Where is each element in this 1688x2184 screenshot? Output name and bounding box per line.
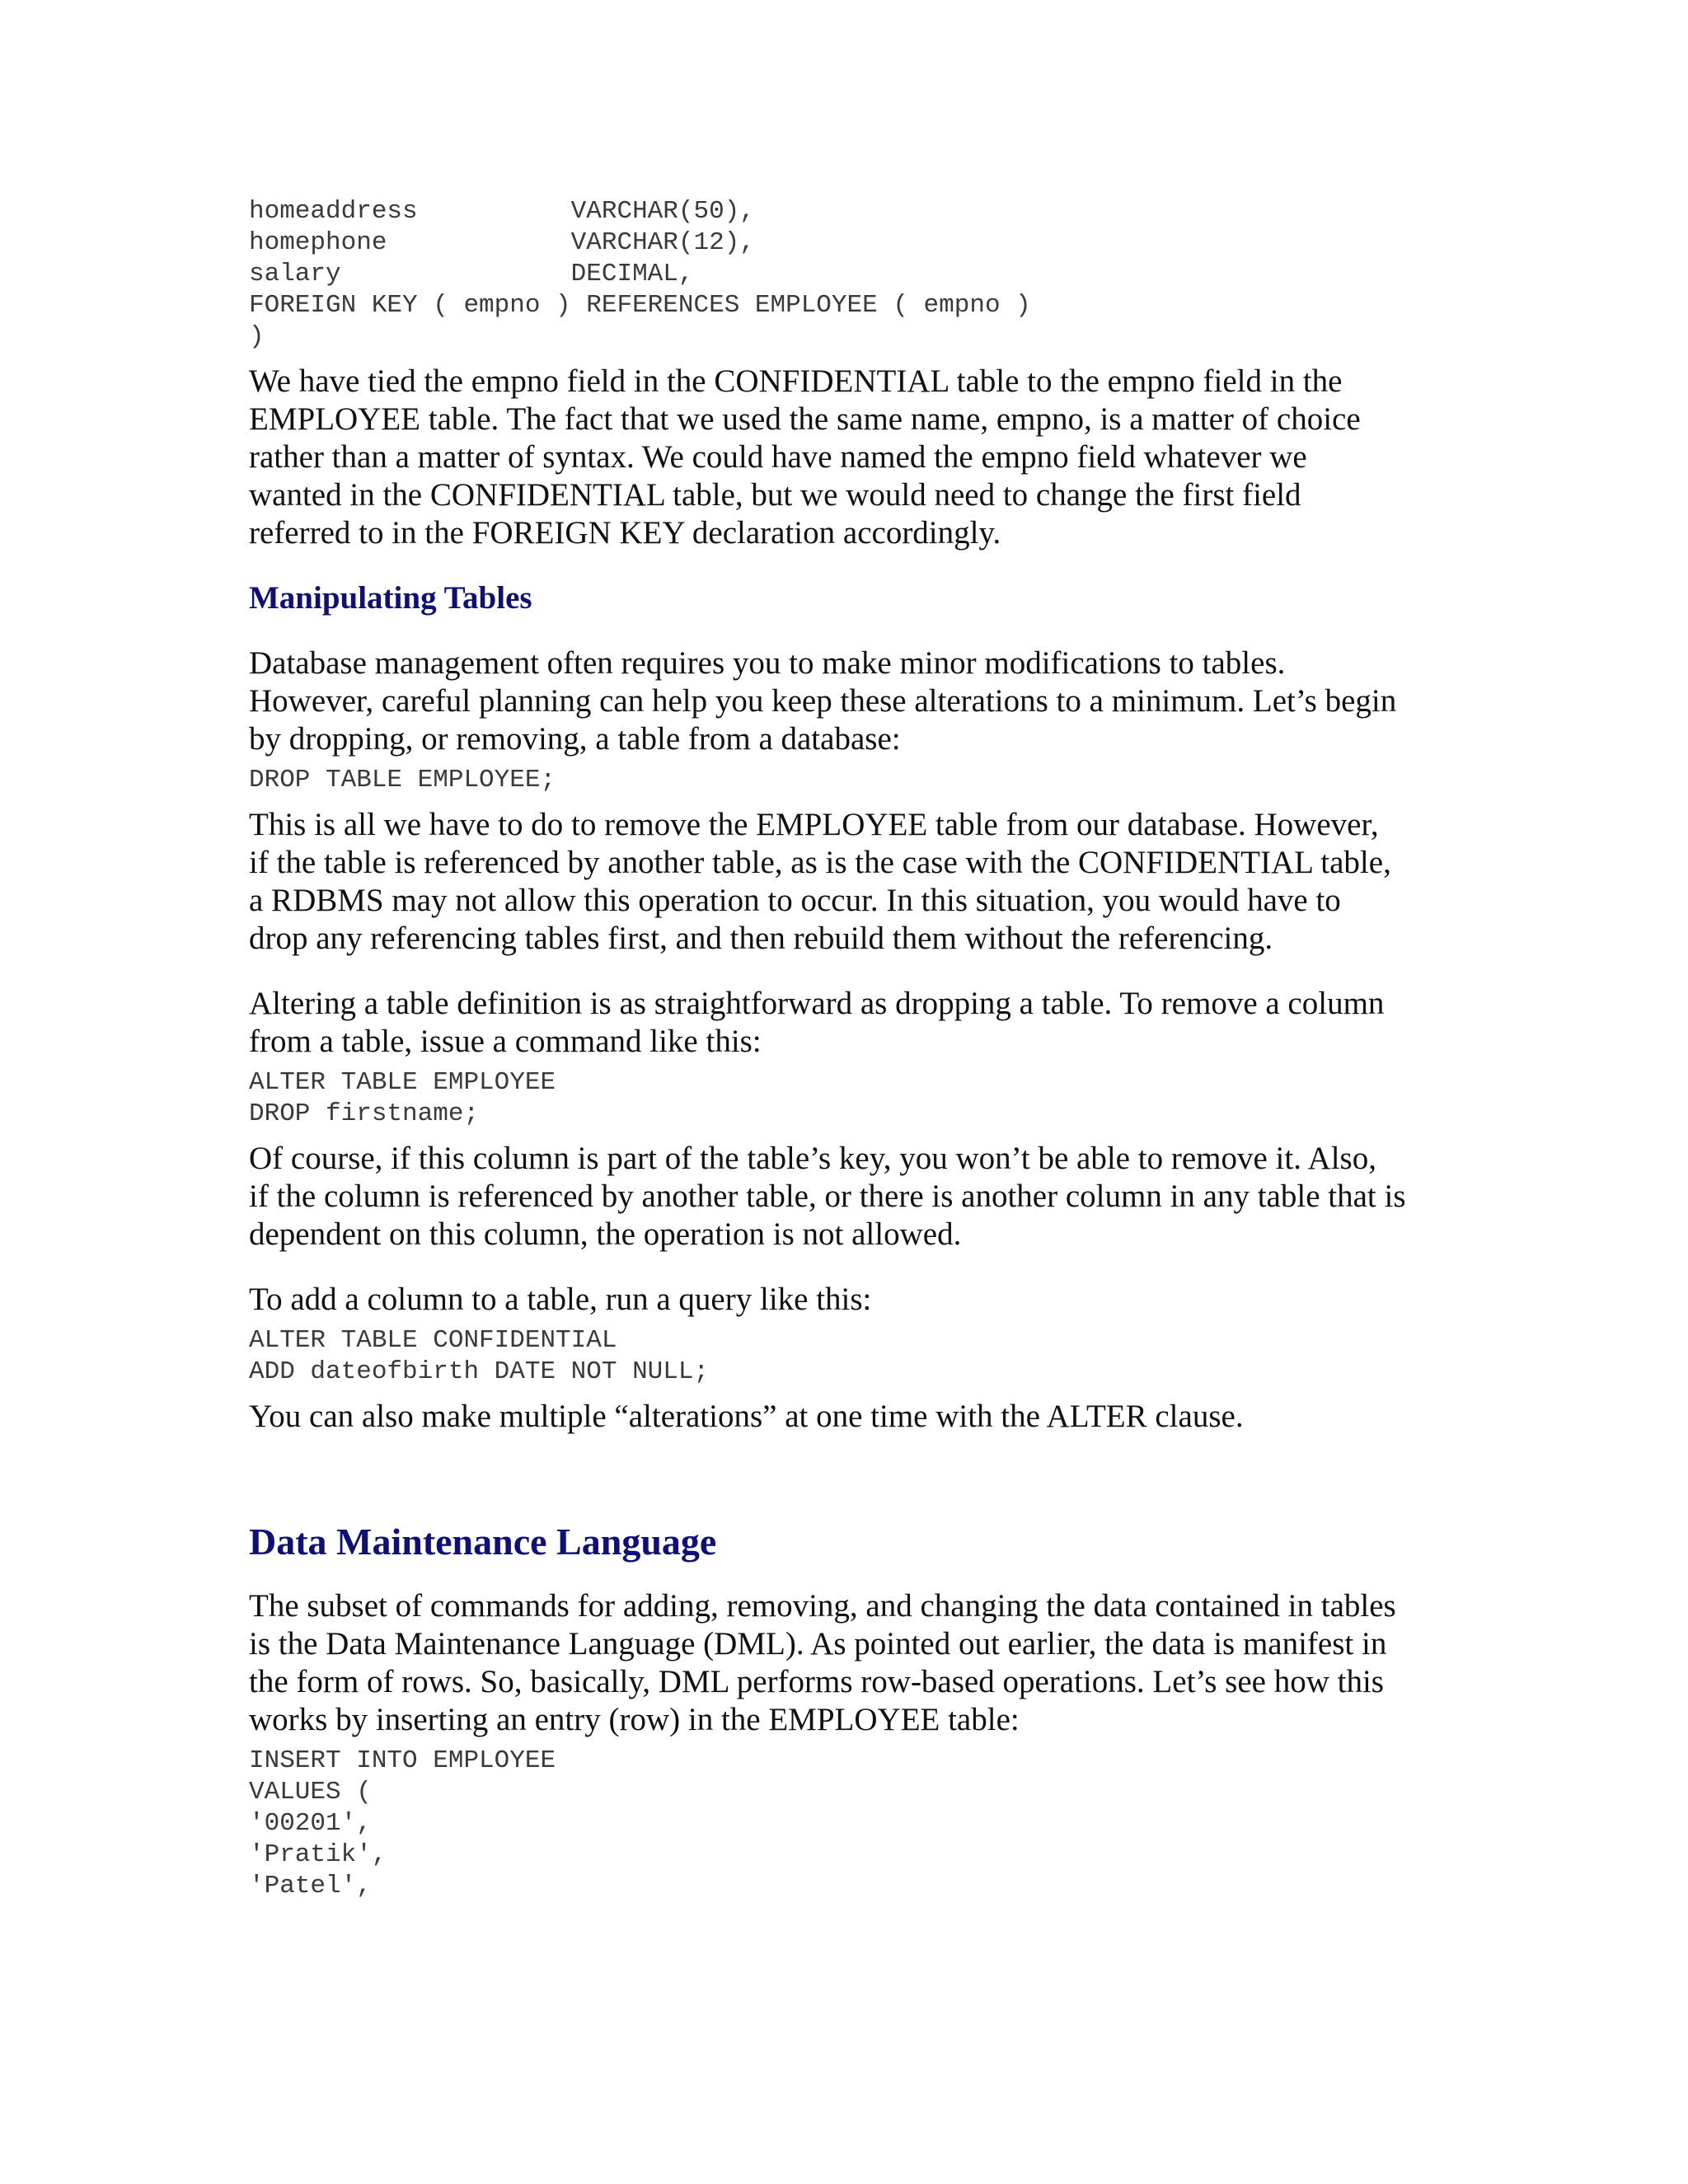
document-page xyxy=(249,196,1452,1902)
paragraph-dml-intro: The subset of commands for adding, removing, and changing the data contained in tables is the Data Maintenance Language (DML). As pointed out earlier, the data is manifest in the form of rows. So, basically, DML performs row-based operations. Let’s see how this works by inserting an entry (row) in the EMPLOYEE table: xyxy=(249,1588,1396,1737)
code-alter-add: ALTER TABLE CONFIDENTIAL ADD dateofbirth DATE NOT NULL; xyxy=(249,1326,710,1386)
code-alter-drop: ALTER TABLE EMPLOYEE DROP firstname; xyxy=(249,1068,556,1128)
heading-data-maintenance-language: Data Maintenance Language xyxy=(249,1521,717,1563)
paragraph-multiple-alterations: You can also make multiple “alterations” at one time with the ALTER clause. xyxy=(249,1399,1244,1434)
code-drop-table: DROP TABLE EMPLOYEE; xyxy=(249,766,556,794)
paragraph-tied-empno: We have tied the empno field in the CONFIDENTIAL table to the empno field in the EMPLOYEE table. The fact that we used the same name, empno, is a matter of choice rather than a matter of syntax. We could have named the empno field whatever we wanted in the CONFIDENTIAL table, but we would need to change the first field referred to in the FOREIGN KEY declaration accordingly. xyxy=(249,363,1361,551)
paragraph-remove-employee: This is all we have to do to remove the EMPLOYEE table from our database. However, if the table is referenced by another table, as is the case with the CONFIDENTIAL table, a RDBMS may not allow this operation to occur. In this situation, you would have to drop any referencing tables first, and then rebuild them without the referencing. xyxy=(249,807,1391,956)
paragraph-db-management: Database management often requires you to make minor modifications to tables. However, careful planning can help you keep these alterations to a minimum. Let’s begin by dropping, or removing, a table from a database: xyxy=(249,645,1397,757)
code-block-create-table-tail: homeaddress VARCHAR(50), homephone VARCHAR(12), salary DECIMAL, FOREIGN KEY ( empno ) REFERENCES EMPLOYEE ( empno ) ) xyxy=(249,197,1031,351)
paragraph-of-course: Of course, if this column is part of the table’s key, you won’t be able to remove it. Also, if the column is referenced by another table, or there is another column in any table that is dependent on this column, the operation is not allowed. xyxy=(249,1141,1406,1252)
paragraph-add-column: To add a column to a table, run a query like this: xyxy=(249,1282,872,1317)
heading-manipulating-tables: Manipulating Tables xyxy=(249,580,532,616)
code-insert-employee: INSERT INTO EMPLOYEE VALUES ( '00201', 'Pratik', 'Patel', xyxy=(249,1746,556,1900)
paragraph-altering: Altering a table definition is as straightforward as dropping a table. To remove a column from a table, issue a command like this: xyxy=(249,986,1385,1059)
